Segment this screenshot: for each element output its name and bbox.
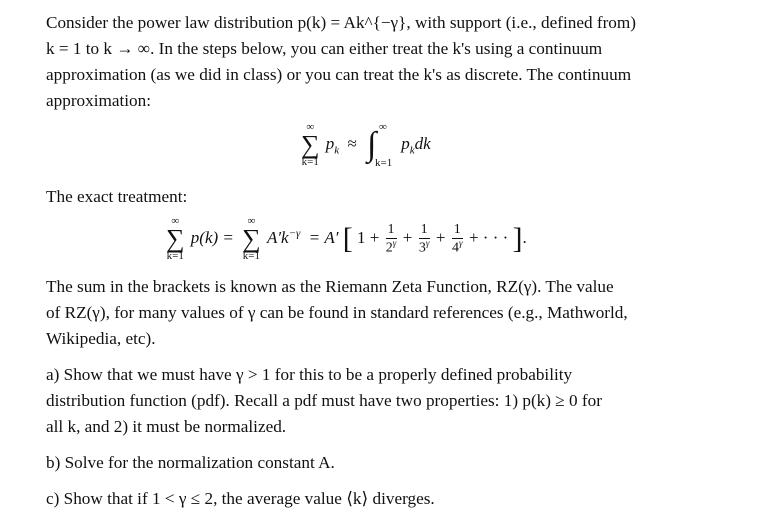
intro-line-4: approximation:	[46, 91, 152, 110]
continuum-equation	[301, 122, 698, 182]
normalization-prefactor: = A′	[308, 227, 339, 247]
series-first-term: 1 +	[356, 227, 380, 247]
exact-equation	[166, 216, 698, 274]
question-c: c) Show that if 1 < γ ≤ 2, the average value ⟨k⟩ diverges.	[46, 489, 435, 508]
question-a-line-3: all k, and 2) it must be normalized.	[46, 417, 287, 436]
integral-lower-limit: k=1	[375, 157, 393, 169]
fraction-1-exponent: γ	[392, 237, 397, 248]
sum-symbol	[301, 122, 320, 168]
left-bracket: [	[342, 222, 353, 255]
sum-1-term: p(k) =	[190, 227, 234, 247]
question-a-line-1: a) Show that we must have γ > 1 for this to be a properly defined probability	[46, 365, 573, 384]
sum-2-lower-limit: k=1	[242, 250, 261, 262]
fraction-3-denominator: 4	[451, 240, 459, 256]
zeta-line-3: Wikipedia, etc).	[46, 329, 156, 348]
question-a	[46, 362, 698, 440]
sum-term-subscript: k	[334, 144, 340, 157]
integrand-differential: dk	[414, 133, 431, 153]
integrand-subscript: k	[409, 144, 415, 157]
zeta-paragraph	[46, 274, 698, 352]
plus-sign: +	[435, 227, 446, 247]
sum-upper-limit: ∞	[306, 121, 315, 133]
fraction-2-exponent: γ	[425, 237, 430, 248]
fraction-2	[419, 222, 430, 255]
sum-1-upper-limit: ∞	[171, 215, 180, 227]
integrand: p	[401, 133, 410, 153]
sum-2-exponent: −γ	[288, 227, 301, 240]
series-continuation: + · · ·	[468, 227, 509, 247]
sum-symbol-2	[242, 216, 261, 262]
integral-upper-limit: ∞	[379, 121, 387, 133]
intro-line-1: Consider the power law distribution p(k) = Ak^{−γ}, with support (i.e., defined from)	[46, 13, 636, 32]
equation-period: .	[522, 227, 527, 247]
question-b: b) Solve for the normalization constant A.	[46, 453, 335, 472]
intro-line-3: approximation (as we did in class) or you can treat the k's as discrete. The continuum	[46, 65, 632, 84]
sum-2-upper-limit: ∞	[247, 215, 256, 227]
approx-sign: ≈	[347, 133, 357, 153]
sigma-glyph: ∑	[301, 130, 320, 159]
sum-symbol-1	[166, 216, 185, 262]
sigma-glyph: ∑	[166, 224, 185, 253]
fraction-2-numerator: 1	[420, 222, 428, 238]
zeta-line-2: of RZ(γ), for many values of γ can be found in standard references (e.g., Mathworld,	[46, 303, 628, 322]
sum-1-lower-limit: k=1	[166, 250, 184, 262]
fraction-3-exponent: γ	[458, 237, 463, 248]
integral-glyph: ∫	[367, 126, 377, 163]
fraction-1-numerator: 1	[387, 222, 395, 238]
fraction-2-denominator: 3	[418, 240, 426, 256]
fraction-1-denominator: 2	[385, 240, 393, 256]
right-bracket: ]	[512, 222, 523, 255]
sigma-glyph: ∑	[242, 224, 261, 253]
fraction-3	[452, 222, 463, 255]
exact-treatment-label: The exact treatment:	[46, 187, 188, 206]
problem-text	[46, 10, 698, 512]
intro-line-2: k = 1 to k → ∞. In the steps below, you can either treat the k's using a continuum	[46, 39, 603, 58]
fraction-3-numerator: 1	[453, 222, 461, 238]
fraction-1	[386, 222, 397, 255]
plus-sign: +	[402, 227, 413, 247]
question-a-line-2: distribution function (pdf). Recall a pdf must have two properties: 1) p(k) ≥ 0 for	[46, 391, 602, 410]
zeta-line-1: The sum in the brackets is known as the Riemann Zeta Function, RZ(γ). The value	[46, 277, 614, 296]
sum-2-term: A′k	[266, 227, 289, 247]
integral-symbol	[365, 123, 391, 167]
intro-paragraph	[46, 10, 698, 114]
sum-lower-limit: k=1	[301, 156, 319, 168]
sum-term: p	[325, 133, 335, 153]
